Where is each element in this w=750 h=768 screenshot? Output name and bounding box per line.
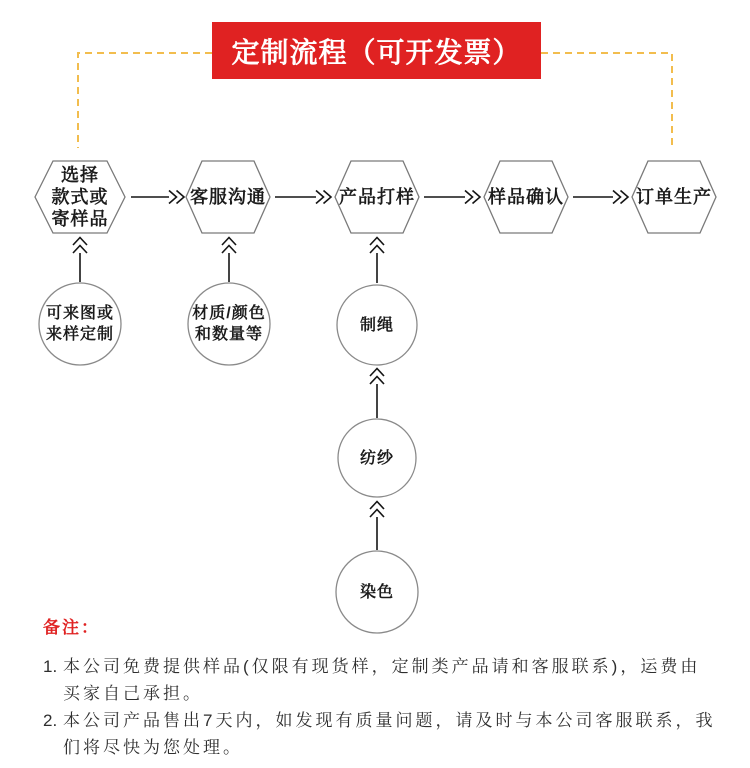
hexagon-shape-order-production xyxy=(632,161,716,233)
arrow-up-icon xyxy=(73,238,87,283)
circle-shape-rope-making xyxy=(337,285,417,365)
circle-label-line: 和数量等 xyxy=(194,326,263,343)
circle-label-line: 来样定制 xyxy=(45,326,114,343)
hex-label-line: 寄样品 xyxy=(51,209,109,229)
note-text: 本公司产品售出7天内，如发现有质量问题，请及时与本公司客服联系，我们将尽快为您处理。 xyxy=(63,711,716,757)
hex-label-line: 产品打样 xyxy=(339,187,415,207)
circle-label-line: 染色 xyxy=(359,583,394,601)
arrow-right-icon xyxy=(424,191,480,204)
arrow-up-icon xyxy=(222,238,236,283)
note-number: 2. xyxy=(43,711,58,730)
hex-label-line: 订单生产 xyxy=(636,187,712,207)
circle-label-line: 纺纱 xyxy=(359,449,394,467)
circle-label-line: 材质/颜色 xyxy=(192,305,266,322)
arrow-right-icon xyxy=(573,191,628,204)
note-number: 1. xyxy=(43,657,58,676)
arrow-up-icon xyxy=(370,238,384,284)
circle-label-line: 可来图或 xyxy=(45,305,114,322)
hexagon-shape-select-style xyxy=(35,161,125,233)
circle-shape-material-color xyxy=(188,283,270,365)
hex-label-line: 款式或 xyxy=(51,187,109,207)
arrow-right-icon xyxy=(275,191,331,204)
circle-shape-spinning xyxy=(338,419,416,497)
circle-label-line: 制绳 xyxy=(359,316,394,334)
banner-title: 定制流程（可开发票） xyxy=(231,36,522,68)
notes-heading: 备注： xyxy=(43,618,100,637)
dashed-connector-left xyxy=(78,53,212,148)
arrow-up-icon xyxy=(370,369,384,419)
note-item xyxy=(43,653,719,707)
notes-section xyxy=(43,617,719,761)
hexagon-shape-customer-service xyxy=(186,161,270,233)
note-item xyxy=(43,707,719,761)
circle-shape-image-or-sample xyxy=(39,283,121,365)
hexagon-shape-product-sampling xyxy=(335,161,419,233)
arrow-right-icon xyxy=(131,191,184,204)
banner xyxy=(212,22,541,79)
hexagon-shape-sample-confirmation xyxy=(484,161,568,233)
hex-label-line: 客服沟通 xyxy=(190,187,266,207)
dashed-connector-right xyxy=(541,53,672,150)
arrow-up-icon xyxy=(370,502,384,551)
note-text: 本公司免费提供样品(仅限有现货样，定制类产品请和客服联系)，运费由买家自己承担。 xyxy=(63,657,701,703)
hex-label-line: 样品确认 xyxy=(488,187,564,207)
hex-label-line: 选择 xyxy=(61,165,99,185)
